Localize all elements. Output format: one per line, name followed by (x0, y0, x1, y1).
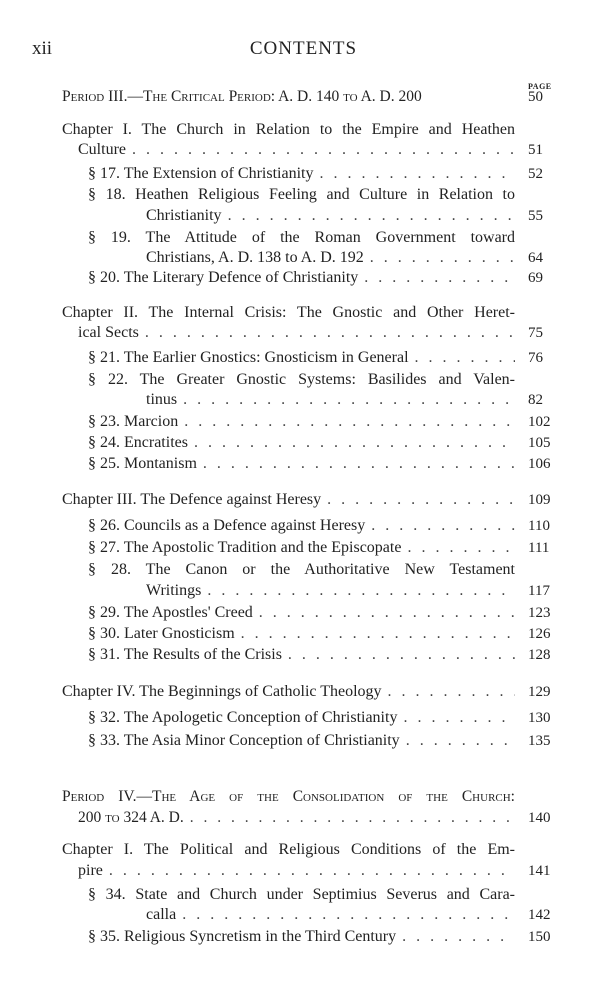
toc-entry-text: § 25. Montanism (88, 455, 197, 472)
toc-line (88, 348, 515, 368)
toc-line (146, 248, 515, 268)
toc-entry-text: Chapter III. The Defence against Heresy (62, 491, 322, 508)
toc-page-number: 69 (528, 270, 543, 286)
toc-entry-text: § 32. The Apologetic Conception of Christianity (88, 709, 398, 726)
toc-page-number: 123 (528, 605, 551, 621)
toc-page-number: 75 (528, 325, 543, 341)
toc-entry-text: tinus (146, 391, 178, 408)
dot-leader (321, 490, 515, 510)
toc-line (88, 603, 515, 623)
toc-entry-text: calla (146, 906, 177, 923)
dot-leader (313, 164, 515, 184)
toc-page-number: 102 (528, 414, 551, 430)
dot-leader (126, 140, 515, 160)
toc-page-number: 117 (528, 583, 550, 599)
dot-leader (177, 390, 515, 410)
toc-page-number: 130 (528, 710, 551, 726)
toc-entry-text: § 26. Councils as a Defence against Heresy (88, 517, 366, 534)
toc-line (88, 885, 515, 905)
toc-entry-text: § 28. The Canon or the Authoritative New Testament (88, 561, 515, 578)
dot-leader (282, 645, 515, 665)
toc-line (88, 538, 515, 558)
toc-line (62, 682, 515, 702)
toc-entry-text: § 23. Marcion (88, 413, 179, 430)
toc-line (88, 516, 515, 536)
page-column-label: PAGE (528, 82, 552, 91)
page-title: CONTENTS (249, 38, 358, 59)
toc-entry-text: § 31. The Results of the Crisis (88, 646, 282, 663)
toc-entry-text: Period III.—The Critical Period: A. D. 140 to A. D. 200 (62, 88, 422, 105)
toc-entry-text: Chapter IV. The Beginnings of Catholic Theology (62, 683, 382, 700)
toc-line (88, 454, 515, 474)
dot-leader (409, 348, 515, 368)
page-folio: xii (32, 38, 53, 59)
dot-leader (365, 516, 515, 536)
toc-entry-text: § 27. The Apostolic Tradition and the Episcopate (88, 539, 402, 556)
toc-entry-text: Period IV.—The Age of the Consolidation of the Church: (62, 788, 515, 805)
toc-page-number: 140 (528, 810, 551, 826)
toc-line (62, 120, 515, 140)
toc-page-number: 135 (528, 733, 551, 749)
toc-line (146, 390, 515, 410)
dot-leader (364, 248, 515, 268)
dot-leader (382, 682, 515, 702)
dot-leader (235, 624, 515, 644)
toc-page-number: 106 (528, 456, 551, 472)
dot-leader (178, 412, 515, 432)
toc-page-number: 150 (528, 929, 551, 945)
dot-leader (397, 708, 515, 728)
toc-page-number: 50 (528, 89, 543, 105)
toc-entry-text: ical Sects (78, 324, 139, 341)
toc-page-number: 55 (528, 208, 543, 224)
toc-entry-text: § 29. The Apostles' Creed (88, 604, 253, 621)
toc-line (88, 164, 515, 184)
toc-page-number: 51 (528, 142, 543, 158)
toc-entry-text: pire (78, 862, 103, 879)
dot-leader (401, 538, 515, 558)
toc-page-number: 52 (528, 166, 543, 182)
toc-entry-text: § 35. Religious Syncretism in the Third Century (88, 928, 397, 945)
toc-entry-text: § 20. The Literary Defence of Christianity (88, 269, 359, 286)
toc-entry-text: Christians, A. D. 138 to A. D. 192 (146, 249, 364, 266)
toc-page-number: 110 (528, 518, 550, 534)
toc-line (62, 787, 515, 807)
toc-line (88, 708, 515, 728)
toc-entry-text: Culture (78, 141, 126, 158)
toc-line (146, 206, 515, 226)
toc-line (146, 905, 515, 925)
toc-entry-text: Chapter II. The Internal Crisis: The Gnostic and Other Heret- (62, 304, 515, 321)
toc-line (62, 303, 515, 323)
toc-line (78, 861, 515, 881)
toc-entry-text: § 33. The Asia Minor Conception of Christianity (88, 732, 400, 749)
dot-leader (176, 905, 515, 925)
toc-entry-text: § 34. State and Church under Septimius Severus and Cara- (88, 886, 515, 903)
toc-page-number: 111 (528, 540, 550, 556)
toc-page-number: 82 (528, 392, 543, 408)
dot-leader (139, 323, 515, 343)
toc-entry-text: § 22. The Greater Gnostic Systems: Basilides and Valen- (88, 371, 515, 388)
toc-page-number: 142 (528, 907, 551, 923)
toc-line (88, 927, 515, 947)
toc-page-number: 105 (528, 435, 551, 451)
toc-entry-text: Chapter I. The Political and Religious Conditions of the Em- (62, 841, 515, 858)
toc-page-number: 109 (528, 492, 551, 508)
toc-line (88, 560, 515, 580)
toc-entry-text: § 21. The Earlier Gnostics: Gnosticism in General (88, 349, 409, 366)
toc-entry-text: 200 to 324 A. D. (78, 809, 184, 826)
toc-entry-text: § 24. Encratites (88, 434, 188, 451)
toc-line (78, 323, 515, 343)
dot-leader (253, 603, 515, 623)
toc-line (146, 581, 515, 601)
toc-entry-text: § 18. Heathen Religious Feeling and Culture in Relation to (88, 186, 515, 203)
toc-line (88, 731, 515, 751)
toc-line (88, 645, 515, 665)
toc-entry-text: Chapter I. The Church in Relation to the Empire and Heathen (62, 121, 515, 138)
toc-entry-text: § 17. The Extension of Christianity (88, 165, 314, 182)
toc-line (62, 490, 515, 510)
toc-page-number: 129 (528, 684, 551, 700)
dot-leader (358, 268, 515, 288)
toc-line (88, 268, 515, 288)
toc-line (88, 412, 515, 432)
dot-leader (400, 731, 515, 751)
toc-page-number: 76 (528, 350, 543, 366)
dot-leader (184, 808, 515, 828)
toc-line (62, 87, 515, 107)
toc-line (62, 840, 515, 860)
toc-page-number: 141 (528, 863, 551, 879)
toc-entry-text: § 19. The Attitude of the Roman Government toward (88, 229, 515, 246)
toc-entry-text: Christianity (146, 207, 222, 224)
dot-leader (222, 206, 515, 226)
toc-line (88, 228, 515, 248)
toc-entry-text: Writings (146, 582, 202, 599)
toc-page-number: 128 (528, 647, 551, 663)
dot-leader (197, 454, 515, 474)
toc-line (88, 185, 515, 205)
toc-entry-text: § 30. Later Gnosticism (88, 625, 235, 642)
toc-line (88, 370, 515, 390)
toc-line (78, 140, 515, 160)
toc-page-number: 126 (528, 626, 551, 642)
dot-leader (188, 433, 515, 453)
toc-line (88, 433, 515, 453)
toc-line (88, 624, 515, 644)
dot-leader (201, 581, 515, 601)
dot-leader (103, 861, 515, 881)
toc-page-number: 64 (528, 250, 543, 266)
toc-line (78, 808, 515, 828)
dot-leader (396, 927, 515, 947)
